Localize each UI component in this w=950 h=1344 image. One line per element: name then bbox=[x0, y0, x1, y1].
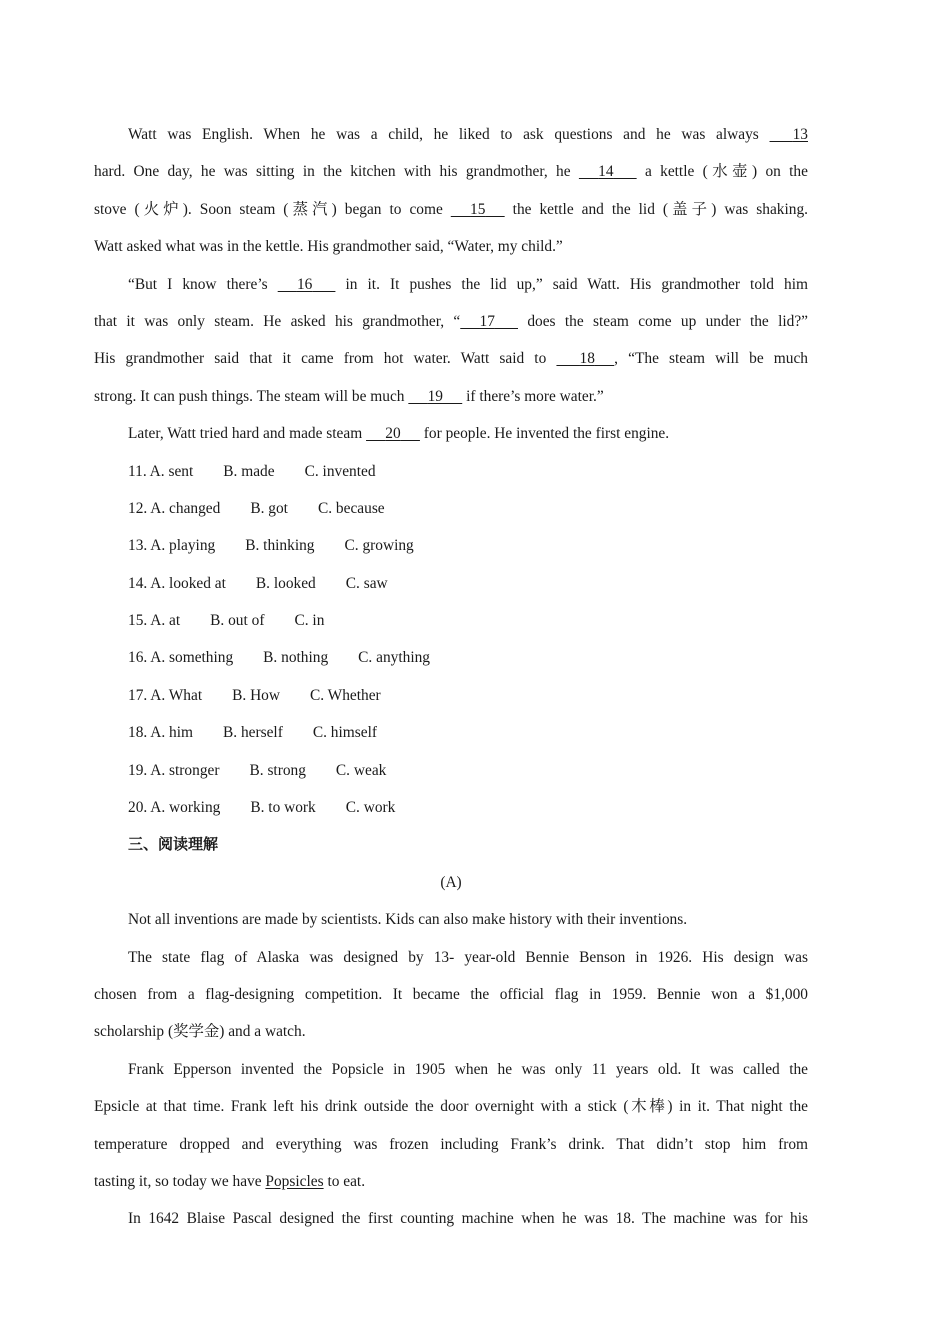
section-heading: 三、阅读理解 bbox=[128, 835, 219, 854]
cloze-line bbox=[94, 303, 808, 340]
text: stove (火炉). Soon steam (蒸汽) began to come bbox=[94, 200, 443, 218]
option-a: 15. A. at bbox=[128, 612, 181, 630]
reading-line: Frank Epperson invented the Popsicle in 1905 when he was only 11 years old. It was called the bbox=[128, 1060, 808, 1078]
option-a: 19. A. stronger bbox=[128, 761, 220, 779]
option-row-12 bbox=[94, 490, 808, 527]
text: hard. One day, he was sitting in the kitchen with his grandmother, he bbox=[94, 163, 571, 181]
reading-line: Not all inventions are made by scientists. Kids can also make history with their inventions. bbox=[128, 911, 688, 929]
cloze-line bbox=[94, 153, 808, 190]
text: for people. He invented the first engine. bbox=[423, 425, 670, 443]
option-b: B. looked bbox=[255, 574, 316, 592]
option-b: B. herself bbox=[223, 724, 283, 742]
text: strong. It can push things. The steam will be much bbox=[94, 387, 405, 405]
option-b: B. thinking bbox=[245, 537, 315, 555]
text: the kettle and the lid (盖子) was shaking. bbox=[512, 200, 808, 218]
option-a: 16. A. something bbox=[128, 649, 234, 667]
option-c: C. in bbox=[294, 612, 325, 630]
option-c: C. work bbox=[345, 799, 396, 817]
option-a: 17. A. What bbox=[128, 686, 203, 704]
option-c: C. Whether bbox=[310, 686, 381, 704]
option-c: C. invented bbox=[304, 462, 376, 480]
cloze-line bbox=[94, 378, 808, 415]
option-b: B. strong bbox=[249, 761, 306, 779]
blank-19: 19 bbox=[427, 387, 443, 405]
text: “But I know there’s bbox=[128, 275, 268, 293]
option-row-15 bbox=[94, 602, 808, 639]
option-row-13 bbox=[94, 527, 808, 564]
option-row-14 bbox=[94, 565, 808, 602]
option-c: C. because bbox=[317, 499, 385, 517]
option-a: 14. A. looked at bbox=[128, 574, 226, 592]
reading-line: The state flag of Alaska was designed by 13- year-old Bennie Benson in 1926. His design was bbox=[128, 948, 808, 966]
text: His grandmother said that it came from hot water. Watt said to bbox=[94, 350, 547, 368]
part-label: (A) bbox=[440, 873, 462, 891]
text: Watt asked what was in the kettle. His grandmother said, “Water, my child.” bbox=[94, 238, 563, 256]
option-b: B. got bbox=[250, 499, 288, 517]
blank-15: 15 bbox=[470, 200, 486, 218]
option-b: B. made bbox=[223, 462, 275, 480]
option-b: B. to work bbox=[250, 799, 316, 817]
text: that it was only steam. He asked his grandmother, “ bbox=[94, 312, 461, 330]
blank-13: 13 bbox=[792, 126, 808, 143]
blank-16: 16 bbox=[296, 275, 313, 293]
text: if there’s more water.” bbox=[466, 387, 604, 405]
option-b: B. How bbox=[232, 686, 280, 704]
text: Watt was English. When he was a child, he liked to ask questions and he was always bbox=[128, 126, 759, 143]
text: in it. It pushes the lid up,” said Watt. His grandmother told him bbox=[345, 275, 808, 293]
option-row-20 bbox=[94, 789, 808, 826]
blank-14: 14 bbox=[598, 163, 614, 181]
text: Later, Watt tried hard and made steam bbox=[128, 425, 363, 443]
cloze-line bbox=[94, 116, 808, 153]
blank-18: 18 bbox=[579, 350, 595, 368]
option-a: 13. A. playing bbox=[128, 537, 216, 555]
cloze-line bbox=[94, 228, 808, 265]
option-a: 18. A. him bbox=[128, 724, 193, 742]
option-row-11 bbox=[94, 453, 808, 490]
blank-17: 17 bbox=[479, 312, 495, 330]
option-c: C. himself bbox=[312, 724, 377, 742]
reading-line: Epsicle at that time. Frank left his drink outside the door overnight with a stick (木棒) in it. That night the bbox=[94, 1098, 808, 1116]
reading-line: temperature dropped and everything was frozen including Frank’s drink. That didn’t stop him from bbox=[94, 1135, 808, 1153]
cloze-line bbox=[94, 340, 808, 377]
option-a: 12. A. changed bbox=[128, 499, 221, 517]
option-a: 20. A. working bbox=[128, 799, 221, 817]
option-row-17 bbox=[94, 677, 808, 714]
text: tasting it, so today we have bbox=[94, 1172, 262, 1190]
cloze-line bbox=[94, 191, 808, 228]
option-row-19 bbox=[94, 752, 808, 789]
underlined-word: Popsicles bbox=[265, 1172, 324, 1190]
option-row-18 bbox=[94, 714, 808, 751]
reading-line: scholarship (奖学金) and a watch. bbox=[94, 1023, 306, 1041]
cloze-line bbox=[94, 266, 808, 303]
text: to eat. bbox=[327, 1172, 366, 1190]
text: a kettle (水壶) on the bbox=[644, 163, 808, 181]
reading-line bbox=[94, 1163, 808, 1200]
text: does the steam come up under the lid?” bbox=[527, 312, 808, 330]
reading-line: In 1642 Blaise Pascal designed the first counting machine when he was 18. The machine was for his bbox=[128, 1210, 808, 1228]
option-row-16 bbox=[94, 639, 808, 676]
option-c: C. anything bbox=[358, 649, 430, 667]
option-c: C. weak bbox=[335, 761, 387, 779]
option-b: B. out of bbox=[210, 612, 265, 630]
blank-20: 20 bbox=[385, 425, 401, 443]
option-b: B. nothing bbox=[263, 649, 329, 667]
cloze-line bbox=[94, 415, 808, 452]
document-page bbox=[94, 116, 808, 1238]
text: , “The steam will be much bbox=[614, 350, 809, 368]
option-a: 11. A. sent bbox=[128, 462, 194, 480]
option-c: C. saw bbox=[345, 574, 388, 592]
reading-line: chosen from a flag-designing competition. It became the official flag in 1959. Bennie won a $1,000 bbox=[94, 985, 808, 1003]
option-c: C. growing bbox=[344, 537, 414, 555]
